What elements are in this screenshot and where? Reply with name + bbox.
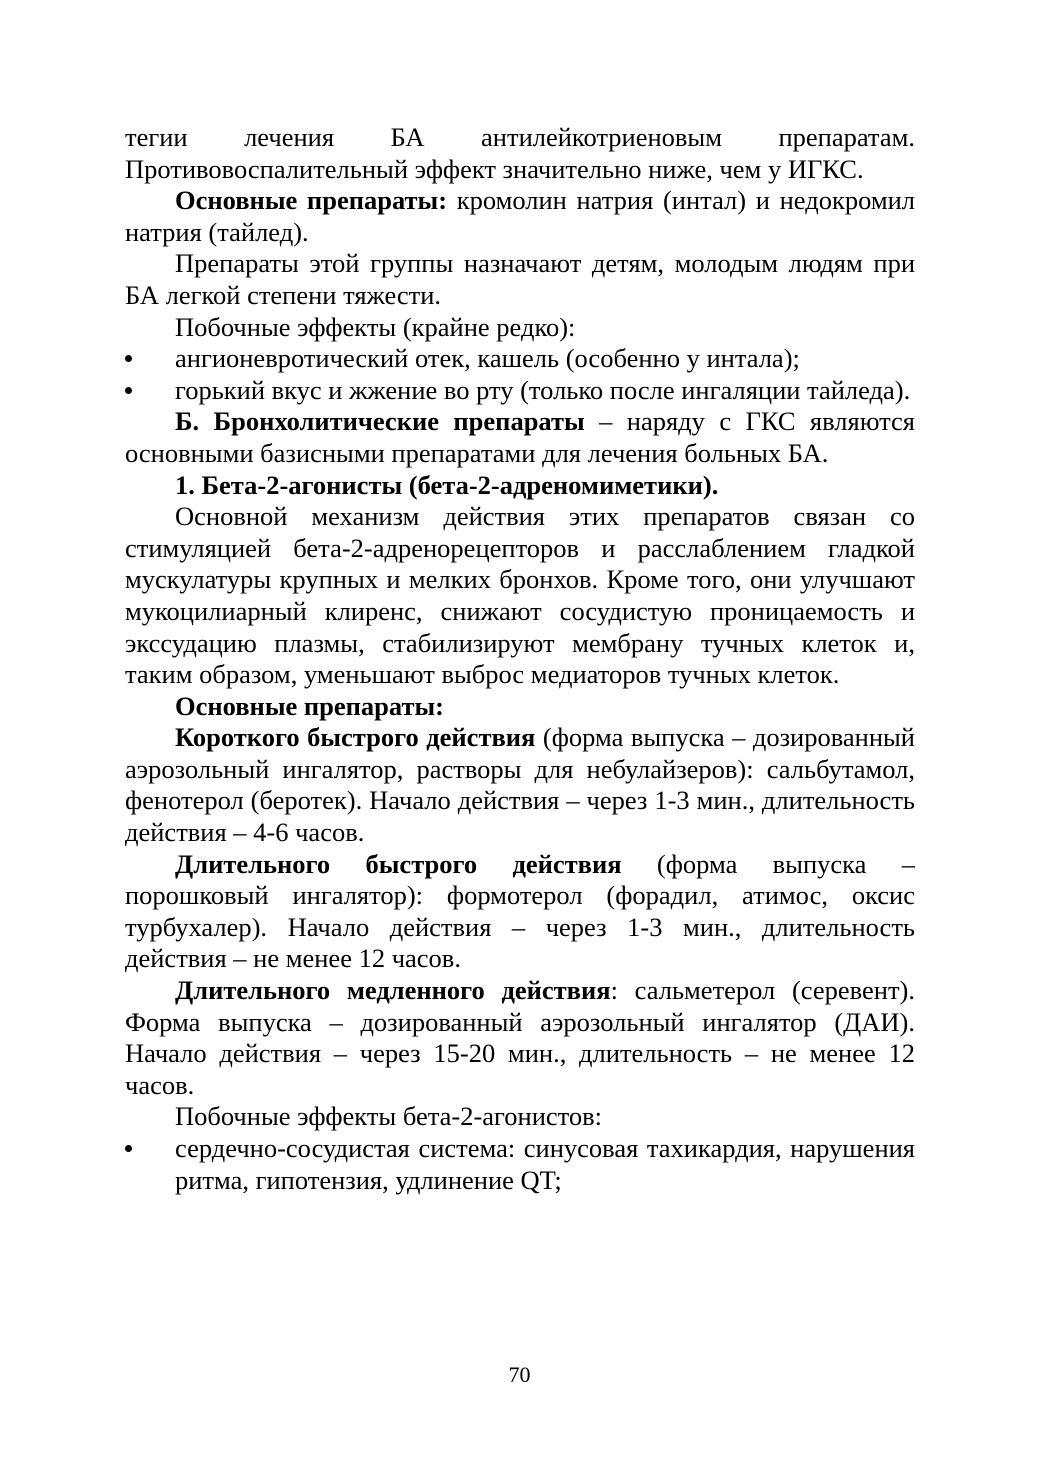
section-heading-beta2 bbox=[125, 470, 915, 502]
list-item-text: сердечно-сосудистая система: синусовая тахикардия, нарушения ритма, гипотензия, удлинение QT; bbox=[175, 1133, 915, 1195]
page-body bbox=[125, 122, 915, 1196]
bold-lead: Длительного быстрого действия bbox=[175, 848, 622, 879]
paragraph-beta2-side-effects: Побочные эффекты бета-2-агонистов: bbox=[175, 1101, 603, 1132]
paragraph-indications: Препараты этой группы назначают детям, молодым людям при БА легкой степени тяжести. bbox=[125, 248, 915, 310]
paragraph-long-fast-acting bbox=[125, 849, 915, 975]
side-effects-list bbox=[125, 343, 915, 406]
bold-lead: Б. Бронхолитические препараты bbox=[175, 406, 585, 437]
bold-lead: Короткого быстрого действия bbox=[175, 722, 536, 753]
paragraph-main-drugs-heading bbox=[125, 691, 915, 723]
paragraph-mechanism: Основной механизм действия этих препаратов связан со стимуляцией бета-2-адренорецепторов и расслаблением гладкой мускулатуры крупных и мелких бронхов. Кроме того, они улучшают мукоцилиарный клиренс, снижают сосудистую проницаемость и экссудацию плазмы, стабилизируют мембрану тучных клеток и, таким образом, уменьшают выброс медиаторов тучных клеток. bbox=[125, 501, 915, 690]
beta2-side-effects-list bbox=[125, 1133, 915, 1196]
bold-lead: Длительного медленного действия bbox=[175, 975, 611, 1006]
paragraph-short-acting bbox=[125, 722, 915, 848]
paragraph-continuation: тегии лечения БА антилейкотриеновым препаратам. Противовоспалительный эффект значительно ниже, чем у ИГКС. bbox=[125, 122, 915, 184]
bullet-icon bbox=[125, 1145, 132, 1152]
paragraph-main-drugs bbox=[125, 185, 915, 248]
bullet-icon bbox=[125, 387, 132, 394]
paragraph-text: : сальметерол (серевент). Форма выпуска – дозированный аэрозольный ингалятор (ДАИ). Начало действия – через 15-20 мин., длительность – не менее 12 часов. bbox=[125, 975, 915, 1100]
paragraph-side-effects-heading: Побочные эффекты (крайне редко): bbox=[175, 311, 576, 342]
paragraph-text: (форма выпуска – порошковый ингалятор): формотерол (форадил, атимос, оксис турбухалер). Начало действия – через 1-3 мин., длительность действия – не менее 12 часов. bbox=[125, 848, 915, 974]
list-item bbox=[125, 375, 915, 407]
list-item bbox=[125, 343, 915, 375]
paragraph-bronchodilators bbox=[125, 406, 915, 469]
list-item bbox=[125, 1133, 915, 1196]
list-item-text: горький вкус и жжение во рту (только после ингаляции тайледа). bbox=[175, 374, 911, 405]
bold-heading: 1. Бета-2-агонисты (бета-2-адреномиметики). bbox=[175, 469, 719, 500]
paragraph-text: (форма выпуска – дозированный аэрозольный ингалятор, растворы для небулайзеров): сальбутамол, фенотерол (беротек). Начало действия – через 1-3 мин., длительность действия – 4-6 часов. bbox=[125, 722, 915, 848]
page-number: 70 bbox=[508, 1362, 531, 1387]
bullet-icon bbox=[125, 355, 132, 362]
paragraph-text: – наряду с ГКС являются основными базисными препаратами для лечения больных БА. bbox=[125, 406, 916, 468]
bold-lead: Основные препараты: bbox=[175, 185, 448, 216]
list-item-text: ангионевротический отек, кашель (особенно у интала); bbox=[175, 343, 800, 374]
bold-heading: Основные препараты: bbox=[175, 690, 445, 721]
paragraph-long-slow-acting bbox=[125, 975, 915, 1101]
paragraph-text: кромолин натрия (интал) и недокромил натрия (тайлед). bbox=[125, 185, 915, 247]
